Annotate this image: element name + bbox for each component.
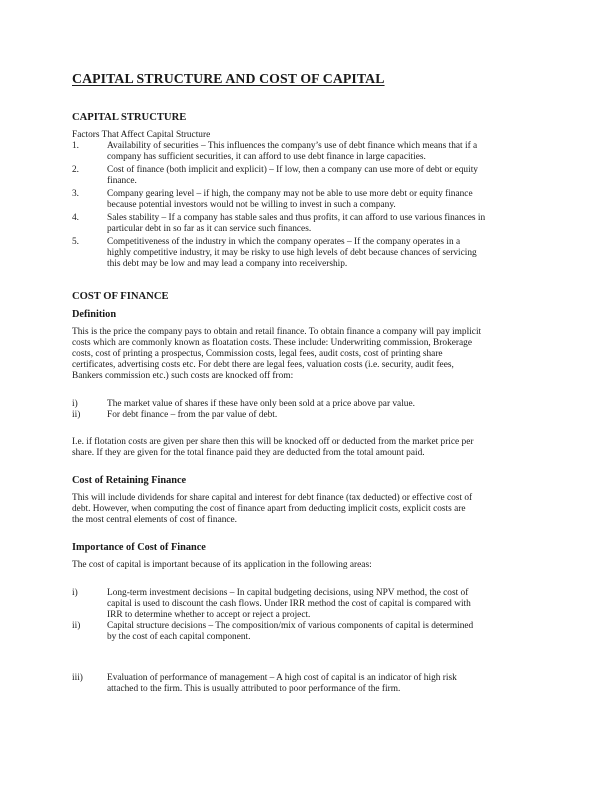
ie-line: I.e. if flotation costs are given per share then this will be knocked off or deducted from the market price per [72,437,474,447]
importance-number: ii) [72,621,81,631]
factors-subheading: Factors That Affect Capital Structure [72,130,211,140]
retaining-line: debt. However, when computing the cost of finance apart from deducting implicit costs, explicit costs are [72,504,466,514]
cost-of-finance-heading: COST OF FINANCE [72,291,169,302]
importance-line: IRR to determine whether to accept or reject a project. [107,610,311,620]
ie-line: share. If they are given for the total finance paid they are deducted from the total amount paid. [72,448,425,458]
importance-number: iii) [72,673,83,683]
factor-line: Competitiveness of the industry in which the company operates – If the company operates in a [107,237,461,247]
factor-line: Availability of securities – This influences the company’s use of debt finance which means that if a [107,141,478,151]
importance-line: Capital structure decisions – The composition/mix of various components of capital is determined [107,621,474,631]
definition-line: costs which are commonly known as floatation costs. These include: Underwriting commission, Brokerage [72,338,472,348]
importance-line: by the cost of each capital component. [107,632,251,642]
retaining-line: the most central elements of cost of finance. [72,515,238,525]
importance-intro: The cost of capital is important because of its application in the following areas: [72,560,372,570]
factor-line: this debt may be low and may lead a company into receivership. [107,259,348,269]
importance-number: i) [72,588,78,598]
factor-line: Sales stability – If a company has stable sales and thus profits, it can afford to use various finances in [107,213,486,223]
importance-line: Evaluation of performance of management – A high cost of capital is an indicator of high risk [107,673,457,683]
knock-off-item: For debt finance – from the par value of debt. [107,410,278,420]
definition-line: certificates, advertising costs etc. For debt there are legal fees, valuation costs (i.e. security, audit fees, [72,360,454,370]
definition-line: costs, cost of printing a prospectus, Commission costs, legal fees, audit costs, cost of printing share [72,349,443,359]
capital-structure-heading: CAPITAL STRUCTURE [72,112,187,123]
definition-line: Bankers commission etc.) such costs are knocked off from: [72,371,294,381]
factor-line: Company gearing level – if high, the company may not be able to use more debt or equity finance [107,189,473,199]
factor-line: company has sufficient securities, it can afford to use debt finance in large capacities. [107,152,426,162]
importance-line: Long-term investment decisions – In capital budgeting decisions, using NPV method, the cost of [107,588,469,598]
retaining-heading: Cost of Retaining Finance [72,475,187,486]
factor-line: finance. [107,176,137,186]
factor-line: highly competitive industry, it may be risky to use high levels of debt because chances of servicing [107,248,477,258]
factor-number: 3. [72,189,80,199]
definition-heading: Definition [72,309,117,320]
factor-line: particular debt in so far as it can service such finances. [107,224,312,234]
factor-number: 1. [72,141,80,151]
retaining-line: This will include dividends for share capital and interest for debt finance (tax deducted) or effective cost of [72,493,473,503]
page-title: CAPITAL STRUCTURE AND COST OF CAPITAL [72,71,385,86]
factor-line: Cost of finance (both implicit and explicit) – If low, then a company can use more of debt or equity [107,165,478,175]
knock-off-item: The market value of shares if these have only been sold at a price above par value. [107,399,415,409]
importance-line: capital is used to discount the cash flows. Under IRR method the cost of capital is compared with [107,599,471,609]
definition-line: This is the price the company pays to obtain and retail finance. To obtain finance a company will pay implicit [72,327,482,337]
factor-line: because potential investors would not be willing to invest in such a company. [107,200,396,210]
factor-number: 2. [72,165,80,175]
knock-off-number: ii) [72,410,81,420]
factor-number: 5. [72,237,80,247]
importance-line: attached to the firm. This is usually attributed to poor performance of the firm. [107,684,401,694]
knock-off-number: i) [72,399,78,409]
importance-heading: Importance of Cost of Finance [72,542,206,553]
factor-number: 4. [72,213,80,223]
